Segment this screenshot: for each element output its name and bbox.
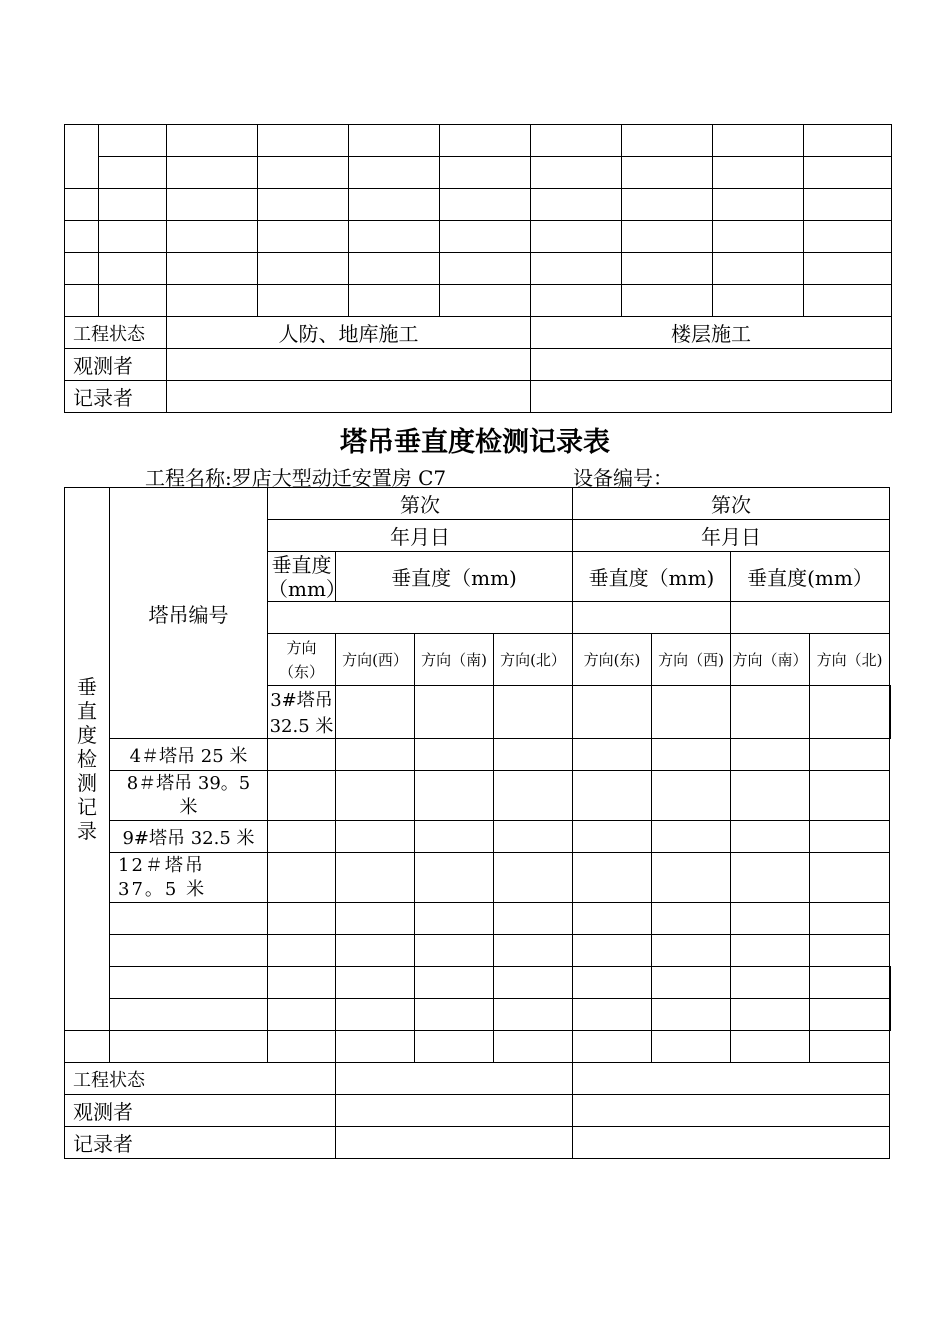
table-cell[interactable] [731, 602, 890, 634]
direction-south-a: 方向（南) [415, 634, 494, 686]
table-cell[interactable] [622, 253, 713, 285]
table-cell[interactable] [652, 739, 731, 771]
table-cell[interactable] [652, 821, 731, 853]
table-cell[interactable] [415, 853, 494, 903]
table-cell[interactable] [731, 686, 810, 739]
table-cell[interactable] [890, 686, 891, 739]
table-cell[interactable] [99, 221, 167, 253]
side-label: 垂直度检测记录 [77, 675, 97, 843]
table-cell[interactable] [494, 903, 573, 935]
table-cell[interactable] [731, 771, 810, 821]
table-cell[interactable] [652, 853, 731, 903]
table-cell[interactable] [652, 903, 731, 935]
table-cell[interactable] [531, 125, 622, 157]
table-cell[interactable] [65, 253, 99, 285]
recorder-b-value[interactable] [531, 381, 892, 413]
table-cell[interactable] [731, 935, 810, 967]
main-state-label: 工程状态 [65, 1063, 336, 1095]
table-cell[interactable] [652, 967, 731, 999]
table-cell[interactable] [494, 1031, 573, 1063]
table-cell[interactable] [167, 125, 258, 157]
table-cell[interactable] [268, 771, 336, 821]
table-cell[interactable] [713, 125, 804, 157]
table-cell[interactable] [810, 686, 890, 739]
table-cell[interactable] [890, 967, 891, 999]
table-cell[interactable] [268, 821, 336, 853]
table-cell[interactable] [573, 602, 731, 634]
main-observer-a-value[interactable] [336, 1095, 573, 1127]
crane-8-label: 8＃塔吊 39。5 米 [110, 771, 268, 821]
table-cell[interactable] [65, 221, 99, 253]
table-cell[interactable] [531, 253, 622, 285]
table-cell[interactable] [731, 903, 810, 935]
table-cell[interactable] [622, 221, 713, 253]
table-cell[interactable] [110, 935, 268, 967]
table-cell[interactable] [810, 1031, 890, 1063]
table-cell[interactable] [731, 821, 810, 853]
table-cell[interactable] [110, 903, 268, 935]
table-cell[interactable] [713, 285, 804, 317]
table-cell[interactable] [268, 739, 336, 771]
direction-north-b: 方向（北) [810, 634, 890, 686]
table-cell[interactable] [573, 686, 652, 739]
table-cell[interactable] [494, 853, 573, 903]
table-cell[interactable] [258, 189, 349, 221]
table-cell[interactable] [573, 739, 652, 771]
table-cell[interactable] [99, 189, 167, 221]
table-cell[interactable] [573, 967, 652, 999]
table-cell[interactable] [167, 189, 258, 221]
table-cell[interactable] [110, 967, 268, 999]
table-cell[interactable] [167, 157, 258, 189]
table-cell[interactable] [810, 935, 890, 967]
table-cell[interactable] [65, 1031, 110, 1063]
recorder-a-value[interactable] [167, 381, 531, 413]
crane-9-label: 9#塔吊 32.5 米 [110, 821, 268, 853]
table-cell[interactable] [415, 686, 494, 739]
table-cell[interactable] [268, 1031, 336, 1063]
table-cell[interactable] [731, 853, 810, 903]
direction-south-b: 方向（南） [731, 634, 810, 686]
table-cell[interactable] [573, 935, 652, 967]
verticality-header-1: 垂直度（mm） [268, 552, 346, 601]
table-cell[interactable] [810, 771, 890, 821]
date-a-header: 年月日 [268, 520, 573, 552]
table-cell[interactable] [494, 999, 573, 1031]
observer-a-value[interactable] [167, 349, 531, 381]
table-cell[interactable] [810, 967, 890, 999]
table-cell[interactable] [349, 285, 440, 317]
table-cell[interactable] [731, 967, 810, 999]
table-cell[interactable] [268, 967, 336, 999]
table-cell[interactable] [731, 739, 810, 771]
table-cell[interactable] [652, 935, 731, 967]
table-cell[interactable] [349, 221, 440, 253]
table-cell[interactable] [440, 125, 531, 157]
table-cell[interactable] [65, 285, 99, 317]
table-cell[interactable] [336, 853, 415, 903]
table-cell[interactable] [336, 771, 415, 821]
table-cell[interactable] [65, 189, 99, 221]
table-cell[interactable] [804, 157, 892, 189]
main-observer-label: 观测者 [65, 1095, 336, 1127]
table-cell[interactable] [713, 253, 804, 285]
table-cell[interactable] [415, 999, 494, 1031]
device-number: 设备编号： [573, 466, 673, 490]
table-cell[interactable] [440, 253, 531, 285]
table-cell[interactable] [65, 125, 99, 189]
side-label-cell [65, 488, 110, 1031]
main-observer-b-value[interactable] [573, 1095, 890, 1127]
table-cell[interactable] [336, 935, 415, 967]
state-label: 工程状态 [65, 317, 167, 349]
table-cell[interactable] [415, 821, 494, 853]
table-cell[interactable] [440, 221, 531, 253]
table-cell[interactable] [804, 253, 892, 285]
table-cell[interactable] [573, 853, 652, 903]
table-cell[interactable] [99, 285, 167, 317]
table-cell[interactable] [713, 221, 804, 253]
table-cell[interactable] [268, 602, 573, 634]
top-record-table [64, 124, 892, 413]
table-cell[interactable] [167, 285, 258, 317]
verticality-header-4: 垂直度(mm） [731, 552, 890, 602]
direction-east-b: 方向(东) [573, 634, 652, 686]
table-cell[interactable] [531, 189, 622, 221]
table-cell[interactable] [622, 157, 713, 189]
table-cell[interactable] [349, 253, 440, 285]
table-cell[interactable] [336, 739, 415, 771]
verticality-header-2: 垂直度（mm) [336, 552, 573, 602]
table-cell[interactable] [622, 189, 713, 221]
table-cell[interactable] [652, 1031, 731, 1063]
table-cell[interactable] [810, 821, 890, 853]
table-cell[interactable] [99, 157, 167, 189]
table-cell[interactable] [110, 1031, 268, 1063]
table-cell[interactable] [415, 903, 494, 935]
direction-east-a: 方向（东） [268, 634, 336, 686]
observer-b-value[interactable] [531, 349, 892, 381]
table-cell[interactable] [258, 221, 349, 253]
table-cell[interactable] [804, 125, 892, 157]
crane-4-label: 4＃塔吊 25 米 [110, 739, 268, 771]
table-cell[interactable] [573, 903, 652, 935]
project-name: 工程名称:罗店大型动迁安置房 C7 [145, 466, 447, 490]
table-cell[interactable] [804, 285, 892, 317]
table-cell[interactable] [349, 189, 440, 221]
observer-label: 观测者 [65, 349, 167, 381]
state-b-value[interactable]: 楼层施工 [531, 317, 892, 349]
table-cell[interactable] [810, 999, 890, 1031]
recorder-label: 记录者 [65, 381, 167, 413]
table-cell[interactable] [622, 285, 713, 317]
verticality-header-3: 垂直度（mm) [573, 552, 731, 602]
table-cell[interactable] [415, 967, 494, 999]
table-cell[interactable] [415, 739, 494, 771]
table-cell[interactable] [731, 1031, 810, 1063]
table-cell[interactable] [440, 157, 531, 189]
direction-north-a: 方向(北） [494, 634, 573, 686]
table-cell[interactable] [810, 739, 890, 771]
table-cell[interactable] [531, 285, 622, 317]
table-cell[interactable] [573, 771, 652, 821]
table-cell[interactable] [713, 189, 804, 221]
crane-12-label: 12＃塔吊 37。5 米 [110, 853, 268, 903]
table-cell[interactable] [652, 771, 731, 821]
table-cell[interactable] [652, 999, 731, 1031]
table-cell[interactable] [258, 125, 349, 157]
main-recorder-label: 记录者 [65, 1127, 336, 1159]
table-cell[interactable] [573, 1031, 652, 1063]
table-cell[interactable] [110, 999, 268, 1031]
date-b-header: 年月日 [573, 520, 890, 552]
main-state-b-value[interactable] [573, 1063, 890, 1095]
table-cell[interactable] [804, 189, 892, 221]
table-cell[interactable] [415, 935, 494, 967]
table-cell[interactable] [494, 771, 573, 821]
table-cell[interactable] [494, 686, 573, 739]
table-cell[interactable] [336, 967, 415, 999]
table-cell[interactable] [336, 999, 415, 1031]
table-cell[interactable] [415, 1031, 494, 1063]
direction-west-a: 方向(西） [336, 634, 415, 686]
table-cell[interactable] [804, 221, 892, 253]
table-cell[interactable] [349, 157, 440, 189]
table-cell[interactable] [531, 221, 622, 253]
table-cell[interactable] [336, 821, 415, 853]
table-cell[interactable] [415, 771, 494, 821]
crane-no-header: 塔吊编号 [110, 488, 268, 739]
table-cell[interactable] [99, 125, 167, 157]
table-cell[interactable] [268, 853, 336, 903]
table-cell[interactable] [731, 999, 810, 1031]
table-cell[interactable] [494, 821, 573, 853]
table-cell[interactable] [713, 157, 804, 189]
times-b-header: 第次 [573, 488, 890, 520]
table-cell[interactable] [336, 1031, 415, 1063]
table-cell[interactable] [810, 853, 890, 903]
table-cell[interactable] [258, 285, 349, 317]
table-cell[interactable] [268, 999, 336, 1031]
table-cell[interactable] [890, 999, 891, 1031]
table-cell[interactable] [167, 221, 258, 253]
main-recorder-b-value[interactable] [573, 1127, 890, 1159]
table-cell[interactable] [258, 253, 349, 285]
table-cell[interactable] [336, 686, 415, 739]
table-cell[interactable] [810, 903, 890, 935]
times-a-header: 第次 [268, 488, 573, 520]
table-cell[interactable] [573, 999, 652, 1031]
table-cell[interactable] [336, 903, 415, 935]
main-recorder-a-value[interactable] [336, 1127, 573, 1159]
table-cell[interactable] [652, 686, 731, 739]
table-cell[interactable] [258, 157, 349, 189]
table-cell[interactable] [99, 253, 167, 285]
crane-verticality-table [64, 487, 891, 1159]
table-cell[interactable] [167, 253, 258, 285]
document-title: 塔吊垂直度检测记录表 [340, 427, 610, 458]
table-cell[interactable] [268, 903, 336, 935]
table-cell[interactable] [573, 821, 652, 853]
table-cell[interactable] [440, 189, 531, 221]
crane-3-label: 3#塔吊 32.5 米 [268, 686, 336, 739]
table-cell[interactable] [531, 157, 622, 189]
table-cell[interactable] [494, 739, 573, 771]
table-cell[interactable] [440, 285, 531, 317]
state-a-value[interactable]: 人防、地库施工 [167, 317, 531, 349]
table-cell[interactable] [494, 935, 573, 967]
table-cell[interactable] [268, 935, 336, 967]
table-cell[interactable] [349, 125, 440, 157]
table-cell[interactable] [622, 125, 713, 157]
direction-west-b: 方向（西) [652, 634, 731, 686]
main-state-a-value[interactable] [336, 1063, 573, 1095]
table-cell[interactable] [494, 967, 573, 999]
